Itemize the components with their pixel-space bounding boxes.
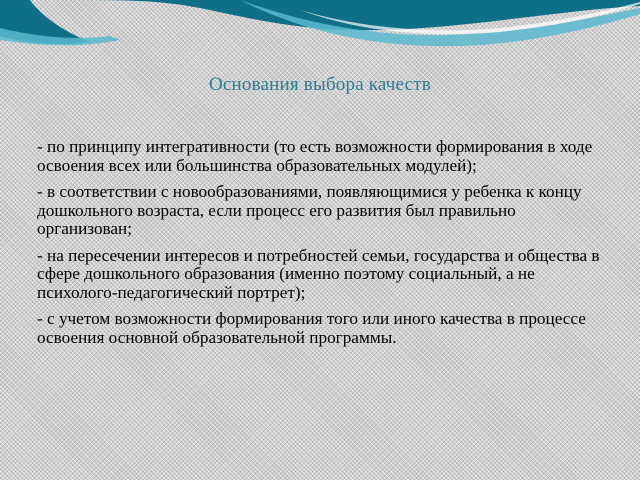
list-item: - в соответствии с новообразованиями, появляющимися у ребенка к концу дошкольного возраста, если процесс его развития был правильно организован;	[37, 182, 582, 238]
list-item: - по принципу интегративности (то есть возможности формирования в ходе освоения всех или большинства образовательных модулей);	[37, 137, 593, 175]
slide-body	[37, 138, 603, 355]
list-item: - на пересечении интересов и потребностей семьи, государства и общества в сфере дошкольного образования (именно поэтому социальный, а не психолого-педагогический портрет);	[37, 245, 600, 302]
wave-decoration	[0, 0, 640, 80]
list-item: - с учетом возможности формирования того или иного качества в процессе освоения основной образовательной программы.	[37, 309, 586, 347]
slide-title: Основания выбора качеств	[209, 74, 431, 95]
